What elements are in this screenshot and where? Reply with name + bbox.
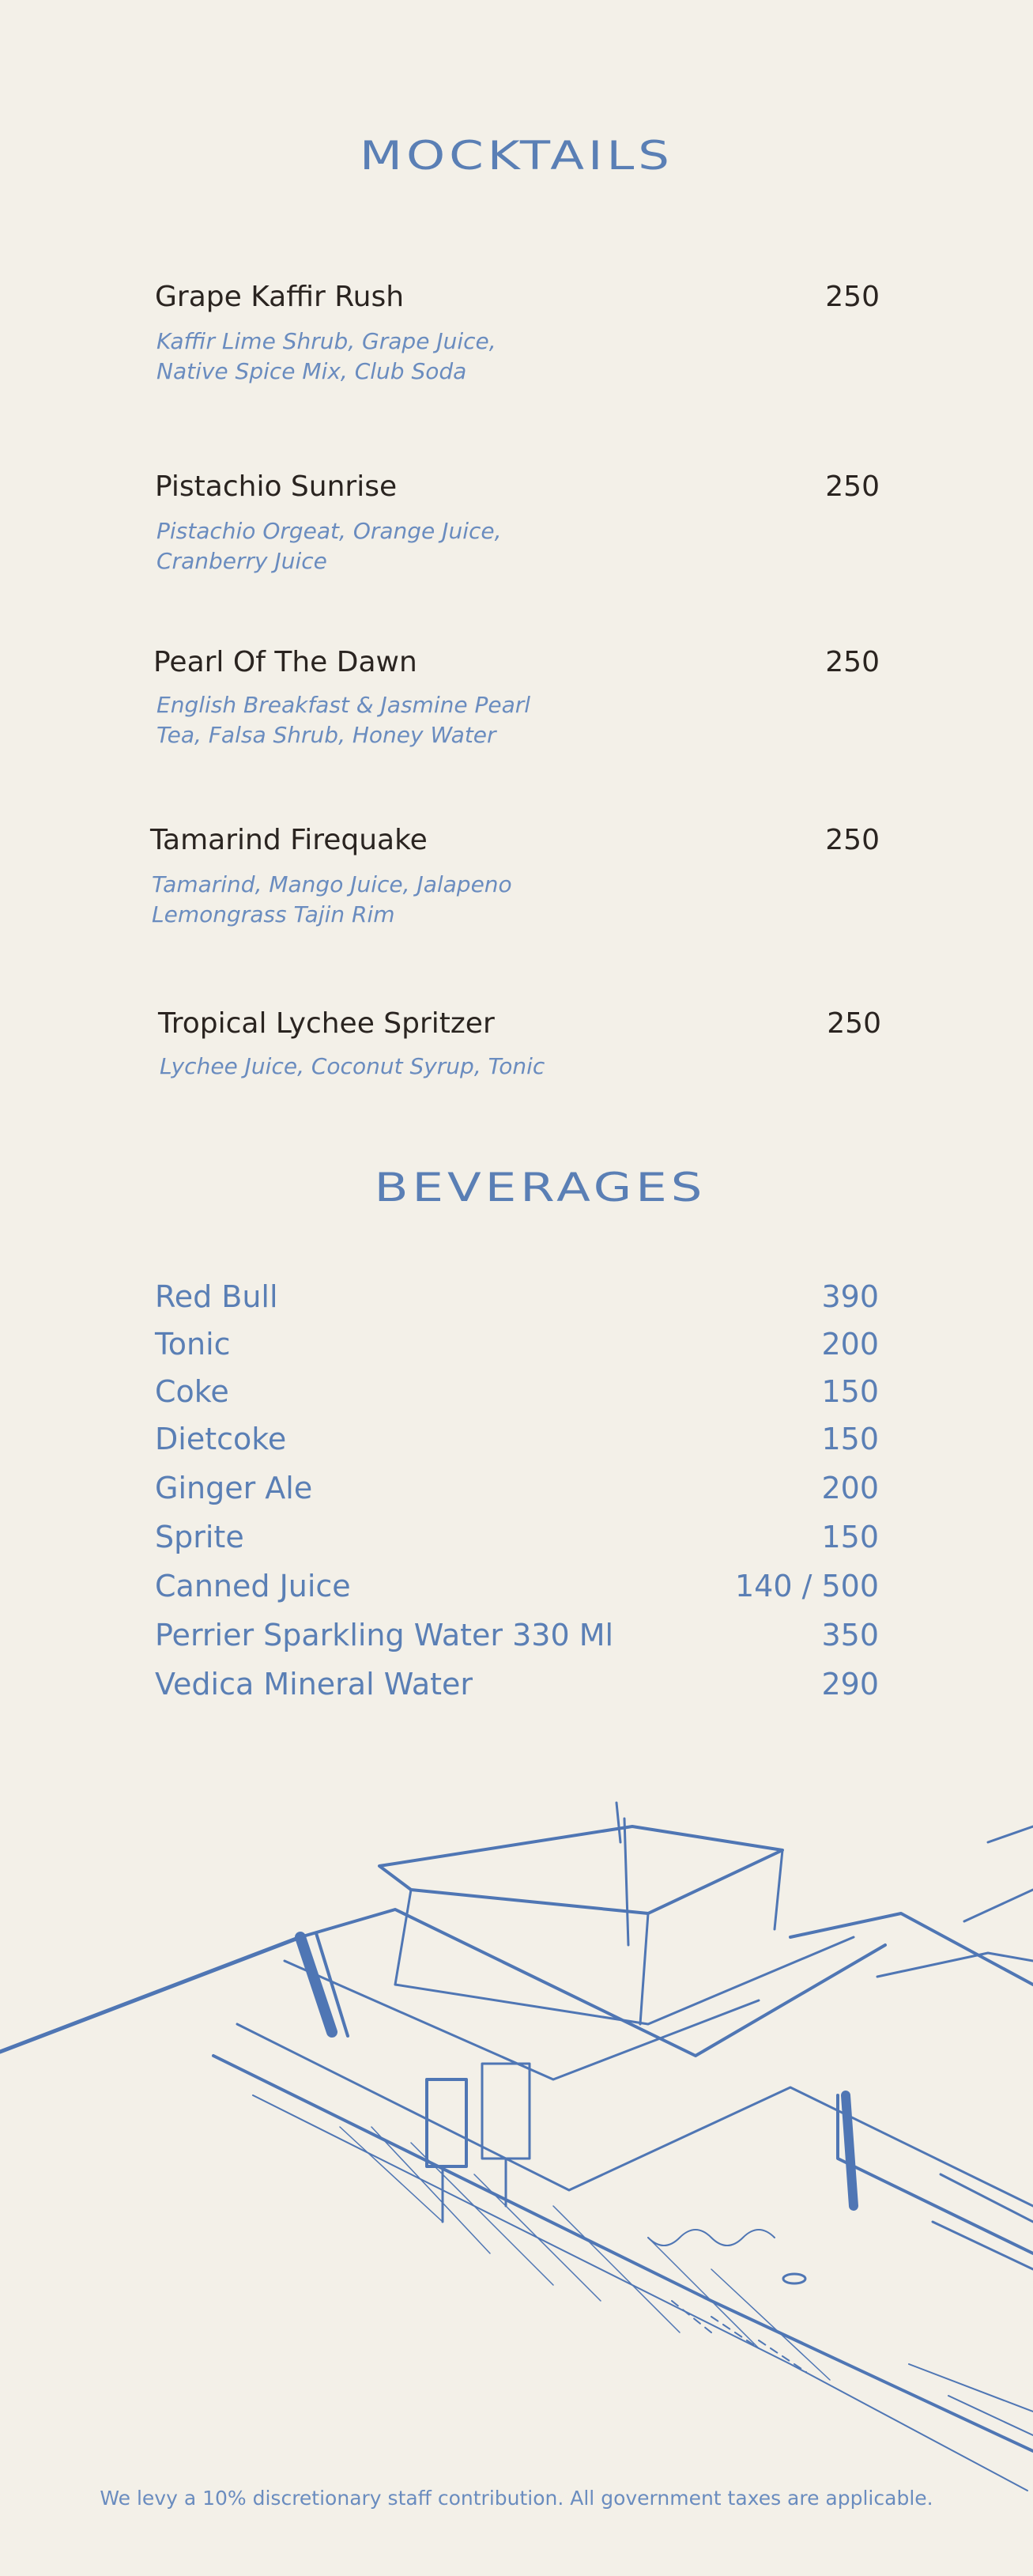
item-name: Tamarind Firequake	[150, 824, 428, 856]
beverage-name: Tonic	[155, 1327, 231, 1362]
item-description	[156, 516, 599, 576]
beverage-row	[155, 1618, 879, 1657]
item-description-line: Tamarind, Mango Juice, Jalapeno	[152, 871, 512, 897]
beverage-row	[155, 1667, 879, 1706]
item-description-line: Cranberry Juice	[156, 548, 327, 574]
beverage-price: 290	[821, 1667, 879, 1702]
item-description	[160, 1052, 650, 1082]
beverage-row	[155, 1569, 879, 1608]
beverage-name: Dietcoke	[155, 1422, 287, 1456]
building-sketch-illustration	[0, 1795, 1033, 2522]
beverage-name: Vedica Mineral Water	[155, 1667, 473, 1702]
item-price: 250	[825, 824, 880, 856]
beverage-row	[155, 1520, 879, 1559]
beverage-price: 150	[821, 1422, 879, 1456]
item-description	[156, 690, 599, 750]
item-description	[152, 870, 594, 930]
beverage-price: 140 / 500	[734, 1569, 879, 1603]
beverage-price: 150	[821, 1520, 879, 1554]
item-name: Grape Kaffir Rush	[155, 281, 405, 313]
beverage-price: 150	[821, 1374, 879, 1409]
item-price: 250	[825, 646, 880, 678]
beverage-price: 200	[821, 1327, 879, 1362]
beverage-row	[155, 1422, 879, 1461]
beverage-row	[155, 1471, 879, 1510]
item-description-line: Kaffir Lime Shrub, Grape Juice,	[156, 328, 496, 354]
beverages-heading: BEVERAGES	[374, 1165, 707, 1211]
beverage-row	[155, 1374, 879, 1414]
beverage-name: Perrier Sparkling Water 330 Ml	[155, 1618, 614, 1652]
item-description-line: Lemongrass Tajin Rim	[152, 901, 395, 927]
item-name: Pearl Of The Dawn	[153, 646, 417, 678]
beverage-row	[155, 1327, 879, 1366]
item-description-line: Tea, Falsa Shrub, Honey Water	[156, 722, 496, 748]
beverage-name: Coke	[155, 1374, 229, 1409]
mocktails-heading: MOCKTAILS	[360, 133, 673, 179]
beverage-name: Sprite	[155, 1520, 244, 1554]
beverage-price: 200	[821, 1471, 879, 1505]
item-name: Pistachio Sunrise	[155, 470, 398, 503]
footer-note: We levy a 10% discretionary staff contribution. All government taxes are applicable.	[100, 2487, 933, 2510]
item-name: Tropical Lychee Spritzer	[158, 1007, 495, 1040]
beverage-price: 350	[821, 1618, 879, 1652]
beverage-name: Canned Juice	[155, 1569, 351, 1603]
item-description	[156, 327, 599, 387]
item-price: 250	[825, 281, 880, 313]
item-description-line: Lychee Juice, Coconut Syrup, Tonic	[160, 1053, 545, 1079]
item-price: 250	[825, 470, 880, 503]
beverage-name: Ginger Ale	[155, 1471, 313, 1505]
beverage-row	[155, 1279, 879, 1319]
item-description-line: Pistachio Orgeat, Orange Juice,	[156, 518, 502, 544]
item-price: 250	[827, 1007, 881, 1040]
item-description-line: Native Spice Mix, Club Soda	[156, 358, 467, 384]
beverage-price: 390	[821, 1279, 879, 1314]
item-description-line: English Breakfast & Jasmine Pearl	[156, 692, 531, 718]
beverage-name: Red Bull	[155, 1279, 278, 1314]
